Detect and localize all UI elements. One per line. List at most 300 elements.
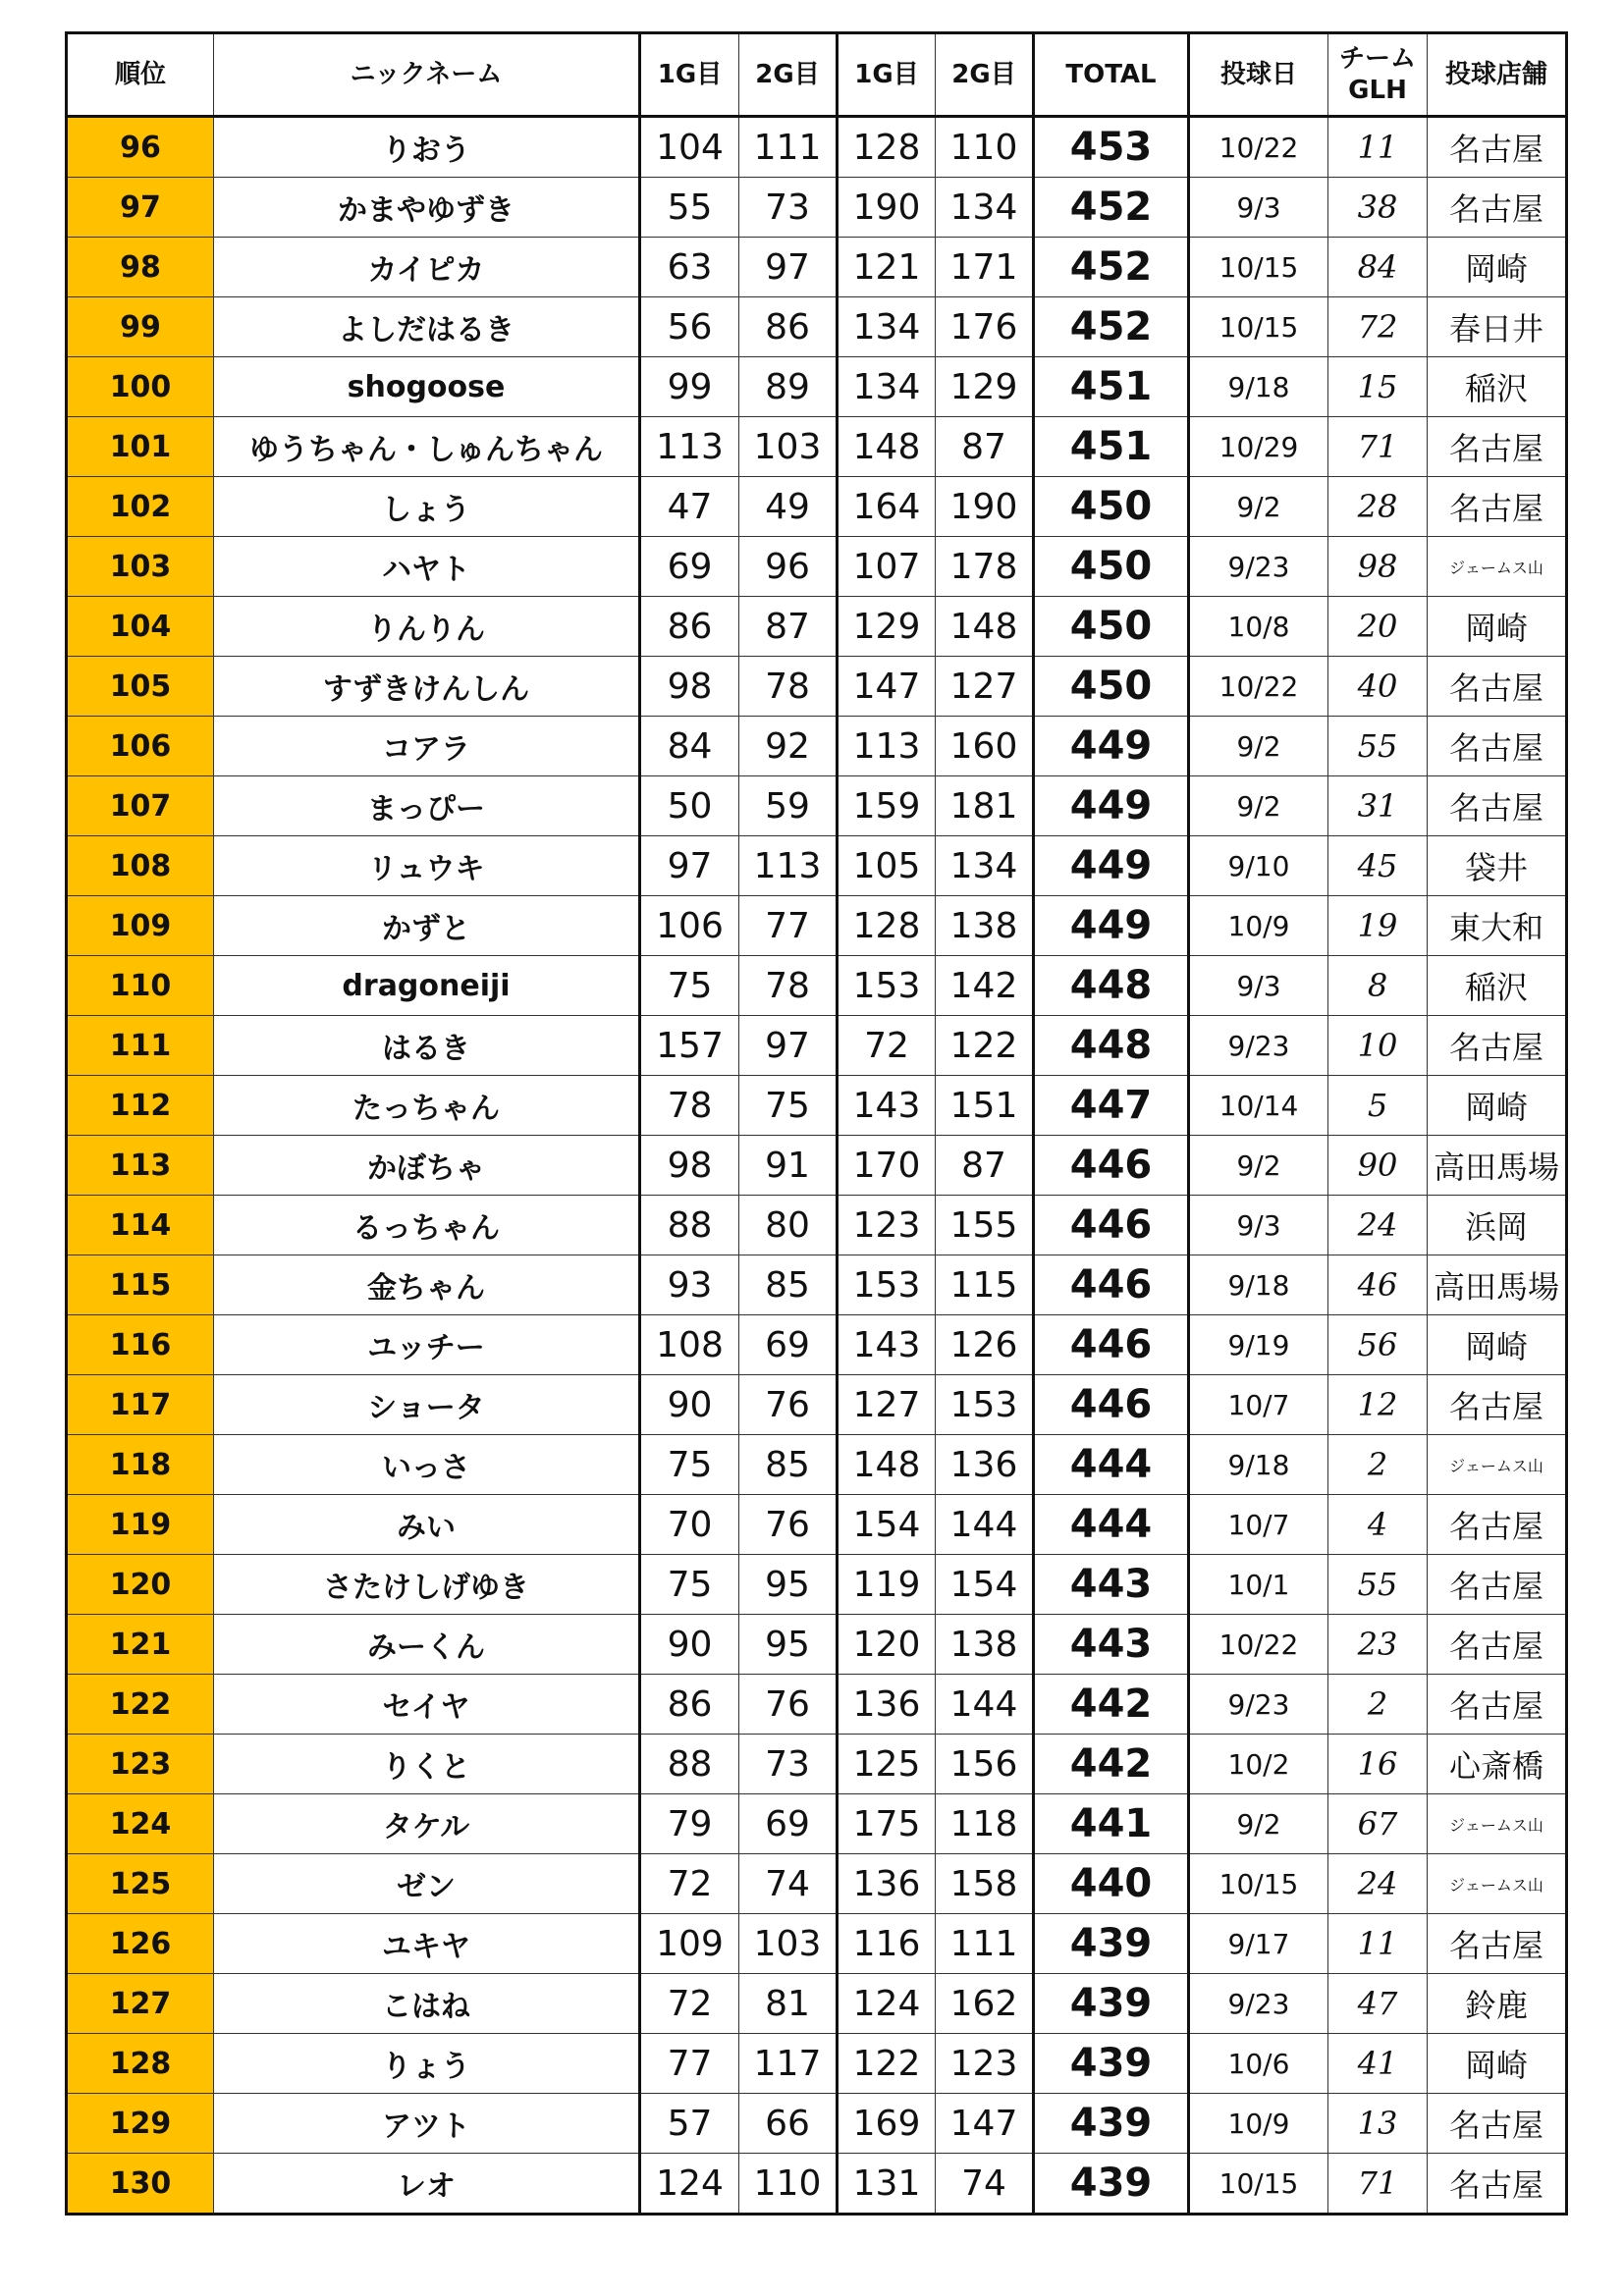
rank-cell: 119: [67, 1495, 214, 1555]
header-team-line2: GLH: [1348, 76, 1407, 105]
game2-b-cell: 129: [936, 357, 1034, 417]
table-row: [67, 1375, 1567, 1435]
game2-b-cell: 181: [936, 776, 1034, 836]
header-total: TOTAL: [1034, 33, 1189, 117]
game1-b-cell: 148: [838, 417, 936, 477]
table-row: [67, 537, 1567, 597]
game1-b-cell: 121: [838, 238, 936, 297]
game1-b-cell: 113: [838, 717, 936, 776]
nickname-cell: すずきけんしん: [214, 657, 640, 717]
game1-a-cell: 75: [640, 1435, 739, 1495]
team-glh-cell: 55: [1328, 1555, 1428, 1615]
store-cell: 名古屋: [1428, 1016, 1567, 1076]
game1-a-cell: 113: [640, 417, 739, 477]
store-cell: 岡崎: [1428, 1315, 1567, 1375]
date-cell: 9/3: [1189, 1196, 1328, 1255]
game1-b-cell: 136: [838, 1675, 936, 1735]
store-cell: 岡崎: [1428, 1076, 1567, 1136]
store-cell: 名古屋: [1428, 1375, 1567, 1435]
total-cell: 449: [1034, 896, 1189, 956]
date-cell: 9/23: [1189, 1016, 1328, 1076]
game1-a-cell: 72: [640, 1974, 739, 2034]
store-cell: 岡崎: [1428, 238, 1567, 297]
total-cell: 439: [1034, 2034, 1189, 2094]
store-cell: 鈴鹿: [1428, 1974, 1567, 2034]
team-glh-cell: 8: [1328, 956, 1428, 1016]
total-cell: 442: [1034, 1735, 1189, 1794]
date-cell: 10/15: [1189, 297, 1328, 357]
game2-a-cell: 89: [739, 357, 838, 417]
store-cell: 岡崎: [1428, 597, 1567, 657]
store-cell: 名古屋: [1428, 1675, 1567, 1735]
game1-a-cell: 75: [640, 1555, 739, 1615]
date-cell: 9/3: [1189, 956, 1328, 1016]
game2-b-cell: 148: [936, 597, 1034, 657]
nickname-cell: かずと: [214, 896, 640, 956]
game2-b-cell: 155: [936, 1196, 1034, 1255]
game2-b-cell: 118: [936, 1794, 1034, 1854]
game2-a-cell: 76: [739, 1495, 838, 1555]
game2-a-cell: 87: [739, 597, 838, 657]
date-cell: 9/3: [1189, 178, 1328, 238]
total-cell: 451: [1034, 417, 1189, 477]
table-row: [67, 836, 1567, 896]
game1-a-cell: 57: [640, 2094, 739, 2154]
total-cell: 451: [1034, 357, 1189, 417]
store-cell: 名古屋: [1428, 717, 1567, 776]
game1-a-cell: 109: [640, 1914, 739, 1974]
game2-a-cell: 103: [739, 1914, 838, 1974]
date-cell: 9/23: [1189, 1675, 1328, 1735]
game2-a-cell: 85: [739, 1435, 838, 1495]
rank-cell: 100: [67, 357, 214, 417]
store-cell: 名古屋: [1428, 1495, 1567, 1555]
game1-a-cell: 84: [640, 717, 739, 776]
team-glh-cell: 11: [1328, 1914, 1428, 1974]
team-glh-cell: 56: [1328, 1315, 1428, 1375]
header-name: ニックネーム: [214, 33, 640, 117]
nickname-cell: コアラ: [214, 717, 640, 776]
store-cell: 名古屋: [1428, 477, 1567, 537]
nickname-cell: dragoneiji: [214, 956, 640, 1016]
table-row: [67, 896, 1567, 956]
nickname-cell: みい: [214, 1495, 640, 1555]
team-glh-cell: 46: [1328, 1255, 1428, 1315]
game2-b-cell: 138: [936, 1615, 1034, 1675]
game2-a-cell: 91: [739, 1136, 838, 1196]
table-row: [67, 2154, 1567, 2215]
game1-a-cell: 86: [640, 1675, 739, 1735]
team-glh-cell: 16: [1328, 1735, 1428, 1794]
table-row: [67, 1735, 1567, 1794]
game2-a-cell: 69: [739, 1315, 838, 1375]
date-cell: 9/2: [1189, 717, 1328, 776]
total-cell: 439: [1034, 1914, 1189, 1974]
game2-a-cell: 103: [739, 417, 838, 477]
table-row: [67, 1794, 1567, 1854]
date-cell: 9/2: [1189, 1136, 1328, 1196]
game1-b-cell: 119: [838, 1555, 936, 1615]
table-row: [67, 117, 1567, 178]
rank-cell: 124: [67, 1794, 214, 1854]
total-cell: 446: [1034, 1375, 1189, 1435]
header-game1-a: 1G目: [640, 33, 739, 117]
total-cell: 443: [1034, 1615, 1189, 1675]
rank-cell: 126: [67, 1914, 214, 1974]
table-row: [67, 1675, 1567, 1735]
nickname-cell: しょう: [214, 477, 640, 537]
game2-b-cell: 171: [936, 238, 1034, 297]
game1-b-cell: 107: [838, 537, 936, 597]
table-row: [67, 1914, 1567, 1974]
game2-a-cell: 81: [739, 1974, 838, 2034]
game2-a-cell: 117: [739, 2034, 838, 2094]
rank-cell: 110: [67, 956, 214, 1016]
game2-b-cell: 110: [936, 117, 1034, 178]
total-cell: 440: [1034, 1854, 1189, 1914]
game1-b-cell: 127: [838, 1375, 936, 1435]
store-cell: 名古屋: [1428, 1914, 1567, 1974]
nickname-cell: ユッチー: [214, 1315, 640, 1375]
nickname-cell: かまやゆずき: [214, 178, 640, 238]
game1-b-cell: 128: [838, 117, 936, 178]
game2-b-cell: 138: [936, 896, 1034, 956]
nickname-cell: はるき: [214, 1016, 640, 1076]
table-header: [67, 33, 1567, 117]
team-glh-cell: 19: [1328, 896, 1428, 956]
rank-cell: 99: [67, 297, 214, 357]
total-cell: 441: [1034, 1794, 1189, 1854]
rank-cell: 120: [67, 1555, 214, 1615]
team-glh-cell: 41: [1328, 2034, 1428, 2094]
date-cell: 9/10: [1189, 836, 1328, 896]
store-cell: ジェームス山: [1428, 1794, 1567, 1854]
total-cell: 442: [1034, 1675, 1189, 1735]
game1-a-cell: 77: [640, 2034, 739, 2094]
rank-cell: 128: [67, 2034, 214, 2094]
rank-cell: 118: [67, 1435, 214, 1495]
game1-b-cell: 125: [838, 1735, 936, 1794]
date-cell: 9/17: [1189, 1914, 1328, 1974]
team-glh-cell: 67: [1328, 1794, 1428, 1854]
rank-cell: 108: [67, 836, 214, 896]
team-glh-cell: 23: [1328, 1615, 1428, 1675]
store-cell: 心斎橋: [1428, 1735, 1567, 1794]
game1-b-cell: 143: [838, 1315, 936, 1375]
store-cell: 名古屋: [1428, 1615, 1567, 1675]
store-cell: 名古屋: [1428, 657, 1567, 717]
team-glh-cell: 90: [1328, 1136, 1428, 1196]
team-glh-cell: 31: [1328, 776, 1428, 836]
total-cell: 446: [1034, 1315, 1189, 1375]
game1-b-cell: 105: [838, 836, 936, 896]
rank-cell: 115: [67, 1255, 214, 1315]
game1-a-cell: 157: [640, 1016, 739, 1076]
date-cell: 10/22: [1189, 657, 1328, 717]
store-cell: 名古屋: [1428, 1555, 1567, 1615]
team-glh-cell: 2: [1328, 1435, 1428, 1495]
game2-b-cell: 142: [936, 956, 1034, 1016]
game2-a-cell: 74: [739, 1854, 838, 1914]
table-row: [67, 178, 1567, 238]
game1-a-cell: 90: [640, 1615, 739, 1675]
store-cell: 名古屋: [1428, 776, 1567, 836]
table-row: [67, 297, 1567, 357]
date-cell: 10/2: [1189, 1735, 1328, 1794]
game2-b-cell: 115: [936, 1255, 1034, 1315]
header-game1-b: 1G目: [838, 33, 936, 117]
total-cell: 448: [1034, 1016, 1189, 1076]
table-row: [67, 1315, 1567, 1375]
game1-a-cell: 50: [640, 776, 739, 836]
nickname-cell: リュウキ: [214, 836, 640, 896]
game1-b-cell: 123: [838, 1196, 936, 1255]
game1-b-cell: 190: [838, 178, 936, 238]
game2-a-cell: 73: [739, 1735, 838, 1794]
header-row: [67, 33, 1567, 117]
rank-cell: 98: [67, 238, 214, 297]
game2-b-cell: 126: [936, 1315, 1034, 1375]
game1-b-cell: 153: [838, 1255, 936, 1315]
nickname-cell: りんりん: [214, 597, 640, 657]
rank-cell: 121: [67, 1615, 214, 1675]
nickname-cell: shogoose: [214, 357, 640, 417]
total-cell: 452: [1034, 238, 1189, 297]
header-rank: 順位: [67, 33, 214, 117]
nickname-cell: よしだはるき: [214, 297, 640, 357]
total-cell: 449: [1034, 836, 1189, 896]
game1-b-cell: 128: [838, 896, 936, 956]
date-cell: 9/2: [1189, 776, 1328, 836]
total-cell: 439: [1034, 2094, 1189, 2154]
table-row: [67, 417, 1567, 477]
table-row: [67, 717, 1567, 776]
rank-cell: 127: [67, 1974, 214, 2034]
game2-b-cell: 134: [936, 836, 1034, 896]
rank-cell: 102: [67, 477, 214, 537]
game1-b-cell: 129: [838, 597, 936, 657]
game1-a-cell: 104: [640, 117, 739, 178]
nickname-cell: タケル: [214, 1794, 640, 1854]
nickname-cell: いっさ: [214, 1435, 640, 1495]
date-cell: 10/14: [1189, 1076, 1328, 1136]
game1-b-cell: 170: [838, 1136, 936, 1196]
store-cell: 岡崎: [1428, 2034, 1567, 2094]
nickname-cell: アツト: [214, 2094, 640, 2154]
game2-b-cell: 154: [936, 1555, 1034, 1615]
nickname-cell: まっぴー: [214, 776, 640, 836]
rank-cell: 122: [67, 1675, 214, 1735]
game2-b-cell: 162: [936, 1974, 1034, 2034]
date-cell: 9/18: [1189, 357, 1328, 417]
nickname-cell: レオ: [214, 2154, 640, 2215]
rank-cell: 113: [67, 1136, 214, 1196]
rank-cell: 104: [67, 597, 214, 657]
rank-cell: 105: [67, 657, 214, 717]
nickname-cell: みーくん: [214, 1615, 640, 1675]
total-cell: 439: [1034, 1974, 1189, 2034]
table-row: [67, 1016, 1567, 1076]
game1-a-cell: 78: [640, 1076, 739, 1136]
team-glh-cell: 55: [1328, 717, 1428, 776]
table-row: [67, 657, 1567, 717]
date-cell: 10/15: [1189, 2154, 1328, 2215]
date-cell: 10/22: [1189, 117, 1328, 178]
game2-b-cell: 147: [936, 2094, 1034, 2154]
game1-b-cell: 164: [838, 477, 936, 537]
store-cell: 名古屋: [1428, 2154, 1567, 2215]
team-glh-cell: 15: [1328, 357, 1428, 417]
game2-a-cell: 49: [739, 477, 838, 537]
rank-cell: 97: [67, 178, 214, 238]
date-cell: 10/1: [1189, 1555, 1328, 1615]
header-game2-a: 2G目: [739, 33, 838, 117]
game2-b-cell: 178: [936, 537, 1034, 597]
header-store: 投球店舗: [1428, 33, 1567, 117]
game1-b-cell: 147: [838, 657, 936, 717]
total-cell: 453: [1034, 117, 1189, 178]
nickname-cell: りくと: [214, 1735, 640, 1794]
game2-b-cell: 144: [936, 1495, 1034, 1555]
store-cell: 春日井: [1428, 297, 1567, 357]
store-cell: 高田馬場: [1428, 1136, 1567, 1196]
game2-a-cell: 78: [739, 956, 838, 1016]
rank-cell: 96: [67, 117, 214, 178]
total-cell: 450: [1034, 537, 1189, 597]
team-glh-cell: 11: [1328, 117, 1428, 178]
game2-a-cell: 96: [739, 537, 838, 597]
team-glh-cell: 20: [1328, 597, 1428, 657]
game1-a-cell: 93: [640, 1255, 739, 1315]
nickname-cell: カイピカ: [214, 238, 640, 297]
game1-a-cell: 106: [640, 896, 739, 956]
date-cell: 10/7: [1189, 1495, 1328, 1555]
game1-b-cell: 120: [838, 1615, 936, 1675]
total-cell: 448: [1034, 956, 1189, 1016]
team-glh-cell: 47: [1328, 1974, 1428, 2034]
game2-b-cell: 87: [936, 1136, 1034, 1196]
store-cell: 名古屋: [1428, 178, 1567, 238]
rank-cell: 123: [67, 1735, 214, 1794]
total-cell: 447: [1034, 1076, 1189, 1136]
game1-a-cell: 99: [640, 357, 739, 417]
table-row: [67, 357, 1567, 417]
table-row: [67, 956, 1567, 1016]
rank-cell: 112: [67, 1076, 214, 1136]
team-glh-cell: 40: [1328, 657, 1428, 717]
store-cell: 名古屋: [1428, 417, 1567, 477]
date-cell: 10/8: [1189, 597, 1328, 657]
team-glh-cell: 4: [1328, 1495, 1428, 1555]
game2-b-cell: 87: [936, 417, 1034, 477]
date-cell: 9/19: [1189, 1315, 1328, 1375]
total-cell: 443: [1034, 1555, 1189, 1615]
total-cell: 450: [1034, 477, 1189, 537]
team-glh-cell: 84: [1328, 238, 1428, 297]
game1-b-cell: 116: [838, 1914, 936, 1974]
header-game2-b: 2G目: [936, 33, 1034, 117]
store-cell: ジェームス山: [1428, 1435, 1567, 1495]
rank-cell: 117: [67, 1375, 214, 1435]
game1-a-cell: 55: [640, 178, 739, 238]
game1-a-cell: 75: [640, 956, 739, 1016]
game1-a-cell: 63: [640, 238, 739, 297]
date-cell: 9/18: [1189, 1435, 1328, 1495]
date-cell: 10/6: [1189, 2034, 1328, 2094]
game2-b-cell: 111: [936, 1914, 1034, 1974]
game1-b-cell: 153: [838, 956, 936, 1016]
rank-cell: 114: [67, 1196, 214, 1255]
game2-a-cell: 92: [739, 717, 838, 776]
nickname-cell: りおう: [214, 117, 640, 178]
total-cell: 452: [1034, 297, 1189, 357]
nickname-cell: 金ちゃん: [214, 1255, 640, 1315]
nickname-cell: こはね: [214, 1974, 640, 2034]
table-row: [67, 1615, 1567, 1675]
date-cell: 9/2: [1189, 1794, 1328, 1854]
team-glh-cell: 13: [1328, 2094, 1428, 2154]
total-cell: 446: [1034, 1196, 1189, 1255]
nickname-cell: ユキヤ: [214, 1914, 640, 1974]
date-cell: 9/23: [1189, 537, 1328, 597]
game1-b-cell: 143: [838, 1076, 936, 1136]
store-cell: 浜岡: [1428, 1196, 1567, 1255]
total-cell: 444: [1034, 1435, 1189, 1495]
date-cell: 9/2: [1189, 477, 1328, 537]
table-row: [67, 1854, 1567, 1914]
game2-b-cell: 134: [936, 178, 1034, 238]
table-row: [67, 1136, 1567, 1196]
game2-a-cell: 111: [739, 117, 838, 178]
nickname-cell: ゆうちゃん・しゅんちゃん: [214, 417, 640, 477]
team-glh-cell: 12: [1328, 1375, 1428, 1435]
total-cell: 452: [1034, 178, 1189, 238]
game2-b-cell: 153: [936, 1375, 1034, 1435]
game1-a-cell: 86: [640, 597, 739, 657]
team-glh-cell: 10: [1328, 1016, 1428, 1076]
total-cell: 444: [1034, 1495, 1189, 1555]
team-glh-cell: 72: [1328, 297, 1428, 357]
table-body: [67, 117, 1567, 2215]
nickname-cell: かぼちゃ: [214, 1136, 640, 1196]
team-glh-cell: 24: [1328, 1854, 1428, 1914]
team-glh-cell: 45: [1328, 836, 1428, 896]
total-cell: 450: [1034, 597, 1189, 657]
table-row: [67, 1196, 1567, 1255]
date-cell: 10/15: [1189, 1854, 1328, 1914]
store-cell: 東大和: [1428, 896, 1567, 956]
game2-b-cell: 144: [936, 1675, 1034, 1735]
game2-b-cell: 158: [936, 1854, 1034, 1914]
game2-a-cell: 95: [739, 1555, 838, 1615]
game2-b-cell: 122: [936, 1016, 1034, 1076]
game1-a-cell: 79: [640, 1794, 739, 1854]
rank-cell: 107: [67, 776, 214, 836]
rank-cell: 103: [67, 537, 214, 597]
game2-a-cell: 75: [739, 1076, 838, 1136]
game2-a-cell: 97: [739, 1016, 838, 1076]
team-glh-cell: 71: [1328, 2154, 1428, 2215]
nickname-cell: セイヤ: [214, 1675, 640, 1735]
team-glh-cell: 71: [1328, 417, 1428, 477]
table-row: [67, 597, 1567, 657]
table-row: [67, 238, 1567, 297]
game2-a-cell: 77: [739, 896, 838, 956]
game2-b-cell: 176: [936, 297, 1034, 357]
rank-cell: 129: [67, 2094, 214, 2154]
game2-b-cell: 190: [936, 477, 1034, 537]
table-row: [67, 776, 1567, 836]
